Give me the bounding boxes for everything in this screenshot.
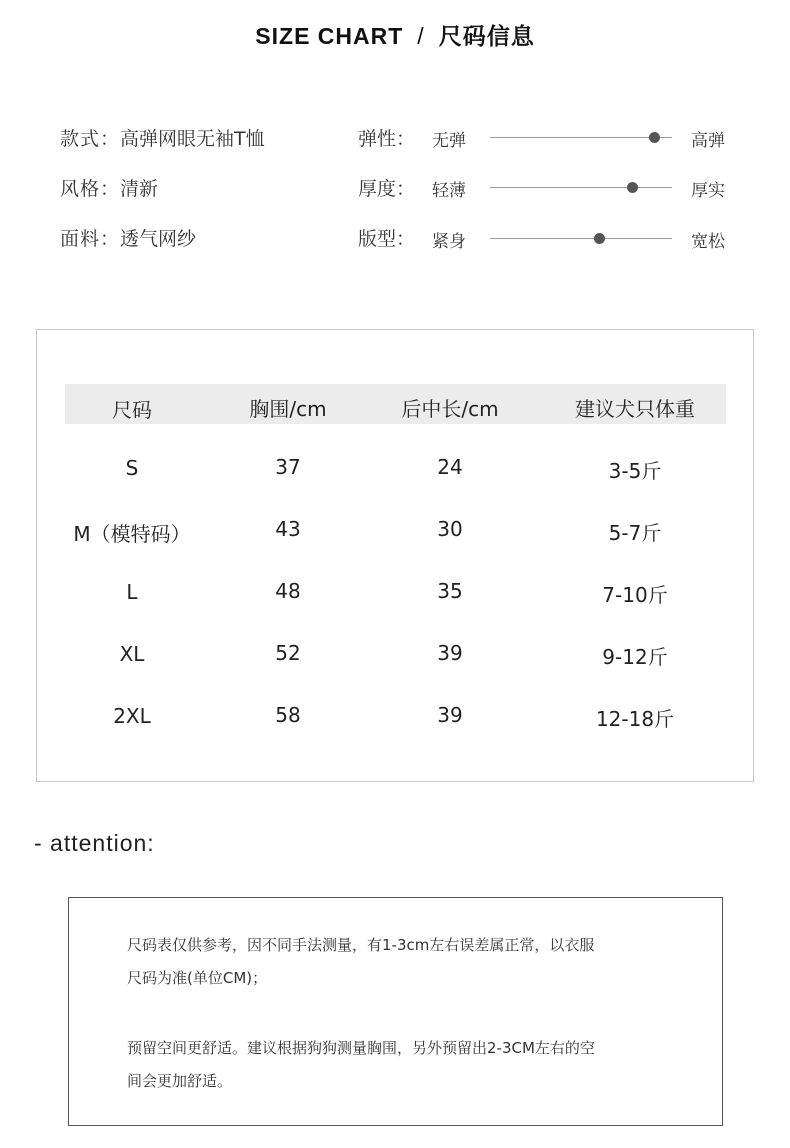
scale-min-label: 紧身 bbox=[432, 232, 466, 252]
header-weight: 建议犬只体重 bbox=[575, 397, 695, 421]
title-cn: 尺码信息 bbox=[438, 23, 535, 49]
cell-chest: 58 bbox=[275, 703, 301, 727]
info-value: 透气网纱 bbox=[120, 228, 197, 250]
note-line: 间会更加舒适。 bbox=[127, 1072, 233, 1090]
scale-track bbox=[490, 187, 672, 188]
note-box bbox=[68, 897, 723, 1126]
scale-min-label: 轻薄 bbox=[432, 181, 466, 201]
cell-length: 39 bbox=[437, 703, 463, 727]
cell-weight: 9-12斤 bbox=[602, 645, 668, 669]
info-value: 清新 bbox=[120, 178, 159, 200]
cell-size: L bbox=[126, 580, 138, 604]
attention-heading: - attention: bbox=[34, 830, 155, 856]
cell-size: M（模特码） bbox=[73, 522, 191, 546]
info-fabric-row bbox=[60, 224, 196, 254]
scale-indicator bbox=[594, 233, 605, 244]
title-separator: / bbox=[417, 23, 425, 49]
cell-weight: 7-10斤 bbox=[602, 583, 668, 607]
info-value: 高弹网眼无袖T恤 bbox=[120, 128, 265, 150]
cell-chest: 43 bbox=[275, 517, 301, 541]
cell-size: 2XL bbox=[113, 704, 151, 728]
header-chest: 胸围/cm bbox=[249, 397, 327, 421]
cell-chest: 48 bbox=[275, 579, 301, 603]
title-en: SIZE CHART bbox=[255, 23, 404, 49]
scale-indicator bbox=[649, 132, 660, 143]
note-line: 预留空间更舒适。建议根据狗狗测量胸围，另外预留出2-3CM左右的空 bbox=[127, 1039, 595, 1057]
scale-label: 弹性： bbox=[358, 128, 416, 150]
cell-length: 35 bbox=[437, 579, 463, 603]
scale-track bbox=[490, 137, 672, 138]
cell-size: S bbox=[125, 456, 139, 480]
note-line: 尺码表仅供参考，因不同手法测量，有1-3cm左右误差属正常，以衣服 bbox=[127, 936, 595, 954]
cell-weight: 12-18斤 bbox=[595, 707, 675, 731]
scale-indicator bbox=[627, 182, 638, 193]
cell-weight: 5-7斤 bbox=[608, 521, 662, 545]
cell-length: 30 bbox=[437, 517, 463, 541]
header-size: 尺码 bbox=[112, 398, 152, 422]
cell-chest: 52 bbox=[275, 641, 301, 665]
header-length: 后中长/cm bbox=[401, 397, 499, 421]
info-label: 面料： bbox=[60, 228, 121, 250]
scale-max-label: 宽松 bbox=[691, 232, 725, 252]
cell-length: 24 bbox=[437, 455, 463, 479]
info-label: 款式： bbox=[60, 128, 121, 150]
info-style-row bbox=[60, 124, 265, 154]
scale-track bbox=[490, 238, 672, 239]
page-title bbox=[0, 18, 790, 51]
cell-length: 39 bbox=[437, 641, 463, 665]
scale-label: 版型： bbox=[358, 228, 416, 250]
cell-weight: 3-5斤 bbox=[608, 459, 662, 483]
cell-chest: 37 bbox=[275, 455, 301, 479]
note-line: 尺码为准(单位CM)； bbox=[127, 969, 268, 987]
scale-label: 厚度： bbox=[358, 178, 416, 200]
info-vibe-row bbox=[60, 174, 158, 204]
scale-max-label: 厚实 bbox=[691, 181, 725, 201]
scale-min-label: 无弹 bbox=[432, 131, 466, 151]
cell-size: XL bbox=[119, 642, 145, 666]
scale-max-label: 高弹 bbox=[691, 131, 725, 151]
info-label: 风格： bbox=[60, 178, 121, 200]
